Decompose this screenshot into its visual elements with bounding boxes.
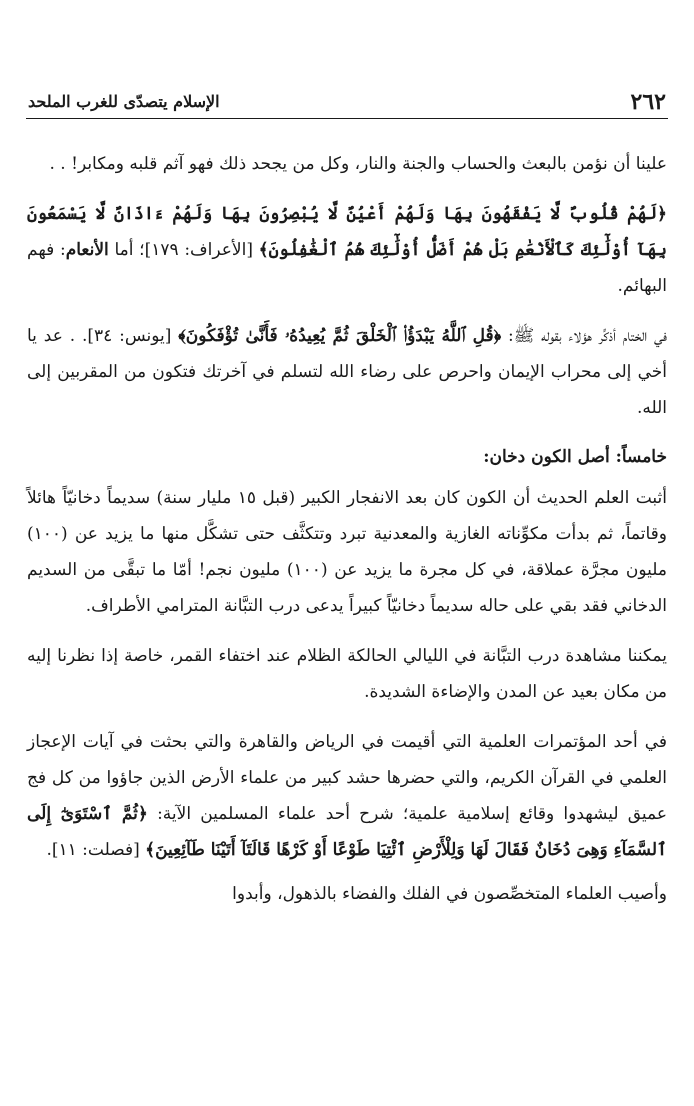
page-number: ٢٦٢ xyxy=(630,89,666,115)
paragraph-6-tail: [فصلت: ١١]. xyxy=(46,840,146,860)
page-body xyxy=(27,146,667,912)
paragraph-5: يمكننا مشاهدة درب التبَّانة في الليالي الحالكة الظلام عند اختفاء القمر، خاصة إذا نظرنا إليه من مكان بعيد عن المدن والإضاءة الشديدة. xyxy=(27,646,667,702)
paragraph-3-intro: في الختام أذكِّر هؤلاء بقوله ﷺ: xyxy=(501,326,667,346)
paragraph-3 xyxy=(27,318,667,426)
paragraph-4: أثبت العلم الحديث أن الكون كان بعد الانفجار الكبير (قبل ١٥ مليار سنة) سديماً دخانيّاً هائلاً وقاتماً، ثم بدأت مكوِّناته الغازية والمعدنية تبرد وتتكثَّف حتى تشكَّل منها ما يزيد عن (١٠٠) مليون مجرَّة عملاقة، في كل مجرة ما يزيد عن (١٠٠) مليون نجم! أمّا ما تبقَّى من السديم الدخاني فقد بقي على حاله سديماً دخانيّاً كبيراً يدعى درب التبَّانة المترامي الأطراف. xyxy=(27,488,668,616)
book-title: الإسلام يتصدّى للغرب الملحد xyxy=(28,92,220,111)
paragraph-6-intro: في أحد المؤتمرات العلمية التي أقيمت في الرياض والقاهرة والتي بحثت في آيات الإعجاز العلمي في القرآن الكريم، والتي حضرها حشد كبير من علماء الأرض الذين جاؤوا من كل فج عميق ليشهدوا وقائع إسلامية علمية؛ شرح أحد علماء المسلمين الآية: xyxy=(27,732,668,824)
paragraph-2-tail: : فهم البهائم. xyxy=(27,240,667,296)
paragraph-3-tail: [يونس: ٣٤]. . عد يا أخي إلى محراب الإيمان واحرص على رضاء الله لتسلم في آخرتك فتكون من المقربين إلى الله. xyxy=(27,326,667,418)
paragraph-6 xyxy=(27,724,667,868)
quran-verse-araf: ﴿لَهُمْ قُلُوبٌ لَّا يَفْقَهُونَ بِهَا وَلَهُمْ أَعْيُنٌ لَّا يُبْصِرُونَ بِهَا وَلَهُمْ ءَاذَانٌ لَّا يَسْمَعُونَ بِهَآ أُوْلَٰٓئِكَ كَٱلْأَنْعَٰمِ بَلْ هُمْ أَضَلُّ أُوْلَٰٓئِكَ هُمُ ٱلْغَٰفِلُونَ﴾ xyxy=(27,204,667,260)
verse-ref-araf: [الأعراف: ١٧٩]؛ أما xyxy=(108,240,259,260)
paragraph-7: وأصيب العلماء المتخصِّصون في الفلك والفضاء بالذهول، وأبدوا xyxy=(232,884,667,904)
bold-term-anaam: الأنعام xyxy=(65,240,109,260)
running-header xyxy=(26,88,668,119)
paragraph-1: علينا أن نؤمن بالبعث والحساب والجنة والنار، وكل من يجحد ذلك فهو آثم قلبه ومكابر! . . xyxy=(49,154,667,174)
quran-verse-yunus: ﴿قُلِ ٱللَّهُ يَبْدَؤُا۟ ٱلْخَلْقَ ثُمَّ يُعِيدُهُۥ فَأَنَّىٰ تُؤْفَكُونَ﴾ xyxy=(178,326,502,346)
paragraph-2 xyxy=(27,196,667,304)
quran-verse-fussilat: ﴿ثُمَّ ٱسْتَوَىٰٓ إِلَى ٱلسَّمَآءِ وَهِىَ دُخَانٌ فَقَالَ لَهَا وَلِلْأَرْضِ ٱئْتِيَا طَوْعًا أَوْ كَرْهًا قَالَتَآ أَتَيْنَا طَآئِعِينَ﴾ xyxy=(27,804,667,860)
section-heading: خامساً: أصل الكون دخان: xyxy=(483,447,667,467)
